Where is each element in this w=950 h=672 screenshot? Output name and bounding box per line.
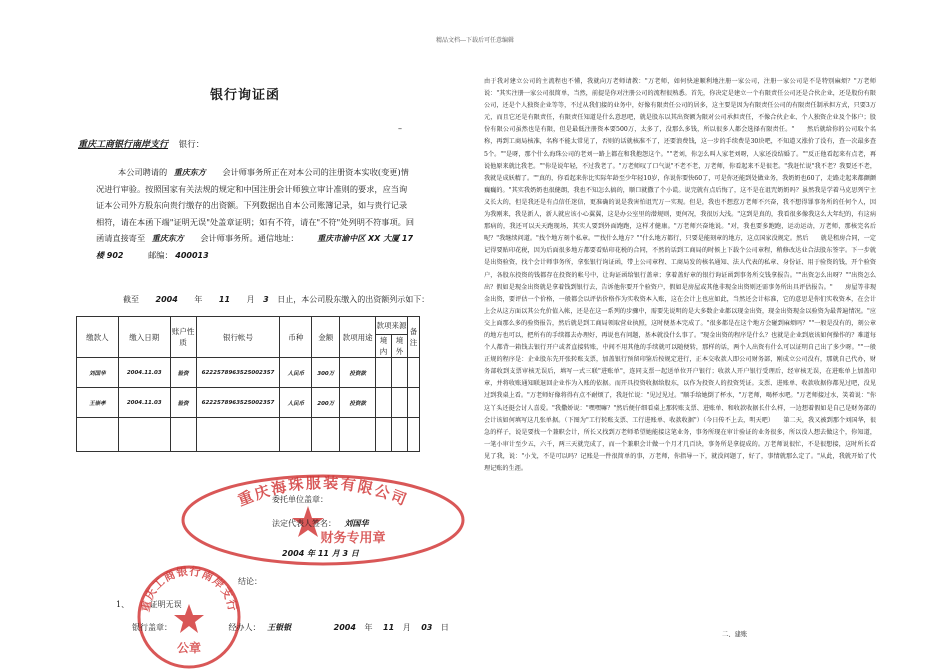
- cell-account-no: 6222578963525002357: [196, 358, 280, 388]
- company-seal-sub: 财务专用章: [320, 531, 386, 546]
- zip-label: 邮编：: [148, 250, 173, 261]
- company-seal-text: 重庆海珠服装有限公司: [235, 473, 411, 510]
- cutoff-date-line: [123, 294, 429, 305]
- cell-amount: 200万: [312, 388, 340, 418]
- document-title: 银行询证函: [210, 88, 281, 103]
- cell-remark: [407, 358, 419, 388]
- bank-date-month-unit: 月: [402, 623, 411, 632]
- cutoff-day: 3: [263, 295, 269, 304]
- bank-date-month: 11: [383, 623, 395, 632]
- cell-account-no: 6222578963525002357: [196, 388, 280, 418]
- cutoff-text: 截至: [123, 295, 139, 304]
- col-header-account-no: 银行帐号: [196, 317, 280, 358]
- cutoff-year: 2004: [155, 295, 178, 304]
- col-header-amount: 金额: [312, 317, 340, 358]
- cell-currency: 人民币: [280, 388, 312, 418]
- bank-name: 重庆工商银行南岸支行: [78, 140, 169, 150]
- bank-date-day-unit: 日: [440, 623, 449, 632]
- bank-suffix: 银行：: [178, 140, 205, 150]
- col-header-date: 缴入日期: [118, 317, 170, 358]
- dash-mark: –: [398, 124, 402, 133]
- handler-name: 王银银: [267, 623, 292, 632]
- firm-name-2: 重庆东方: [151, 233, 184, 243]
- bank-seal: [134, 562, 244, 672]
- cutoff-month-unit: 月: [246, 295, 255, 304]
- table-row: [77, 358, 420, 388]
- col-header-domestic: 境内: [376, 335, 392, 358]
- table-row: [77, 418, 420, 452]
- cell-account-type: 验资: [170, 388, 196, 418]
- section-heading: 二、建账: [722, 631, 748, 638]
- cutoff-year-unit: 年: [194, 295, 203, 304]
- firm-name: 重庆东方: [173, 168, 206, 177]
- zip-code: 400013: [175, 251, 209, 261]
- bank-date-day: 03: [421, 623, 433, 632]
- col-header-purpose: 款项用途: [340, 317, 376, 358]
- deposit-table: [76, 316, 420, 452]
- cell-remark: [407, 388, 419, 418]
- table-row: [77, 388, 420, 418]
- addressee-line: [78, 137, 204, 150]
- firm-address: 重庆市渝中区 XX 大厦 17 楼 902: [96, 233, 414, 261]
- handler-label: 经办人：: [228, 623, 261, 632]
- bank-date-year: 2004: [333, 623, 356, 632]
- cell-foreign: [392, 388, 408, 418]
- legal-rep-label: 法定代表人签名：: [272, 519, 336, 528]
- item-number: 1、: [116, 600, 130, 609]
- cell-purpose: 投资款: [340, 358, 376, 388]
- body-text-a: 本公司聘请的: [118, 167, 168, 177]
- col-header-foreign: 境外: [392, 335, 408, 358]
- legal-rep-line: [272, 518, 369, 529]
- cell-amount: 300万: [312, 358, 340, 388]
- page-header: 精品文档---下载后可任意编辑: [435, 37, 515, 44]
- col-header-payer: 缴款人: [77, 317, 119, 358]
- item-text: 证明无误: [149, 600, 182, 609]
- conclusion-label: 结论：: [238, 577, 262, 586]
- cell-domestic: [376, 388, 392, 418]
- bank-date-year-unit: 年: [364, 623, 373, 632]
- col-header-currency: 币种: [280, 317, 312, 358]
- cell-foreign: [392, 358, 408, 388]
- bank-sign-line: [132, 622, 449, 633]
- cell-date: 2004.11.03: [118, 358, 170, 388]
- cell-currency: 人民币: [280, 358, 312, 388]
- cutoff-text-b: 日止，本公司股东缴入的出资额列示如下：: [277, 295, 430, 304]
- cell-payer: 王崇孝: [77, 388, 119, 418]
- bank-seal-text: 重庆工商银行南岸支行: [138, 564, 240, 613]
- col-header-source: 款项来源: [376, 317, 408, 335]
- narrative-text: 由于我对建立公司的主流程也不懂，我就向万老师请教："万老师，如何快速顺利地注册一家公司，注册一家公司是不是特别麻烦？"万老师说："其实注册一家公司很简单，当然，前提是你对注册公司的流程很熟悉。首先，你决定是建立一个有限责任公司还是合伙企业，还是股份有限公司，还是个人独资企业等等，不过从我们接的业务中，好像有限责任公司的居多，这主要是因为有限责任公司的有限责任制承担方式，只要3万元，而且它还是有限责任，有限责任知道是什么意思吧，就是股东以其出资额为限对公司承担责任，不像合伙企业、个人独资企业及个体户；股份有限公司虽然也是有限，但是最低注册资本要500万，太多了，没那么多钱，所以很多人都会选择有限责任。" 然后就给你的公司取个名称，再到工商局核准，名称不能太常见了，否则的话就核准不了，还要浪费钱，这一步的手续费是30块吧，不知道又涨价了没有，查一次最多查5个。""是呀，那个什么海珠公司的老刘一路上都在和我抱怨这个。""老刘，你怎么叫人家老刘呀，人家还没结婚了。""反正他看起来有点老，再说他原来就比我老。""你是说年轻，不过我老了。"万老师叹了口气说"不老不老，万老师，你看起来不是很老。"我赶忙说"我不老？我要还不老，我就是成妖精了。""真的，你看起来你比实际年龄至少年轻10岁，你说你要快60了，可是你还能到处做业务，我奶奶也60了，走路走起来都颤颤巍巍的。"其实我奶奶也很健朗，我也不知怎么搞的，顺口就撒了个小谎。说完就有点后悔了，这不是在诅咒奶奶吗？虽然我是学着马克思列宁主义长大的，但是我还是有点信任迷信，更准确的说是我害怕诅咒万一实现。但是，我也不想惹万老师不兴奋，我不想得罪事务所的任何个人，因为我刚来，我是新人，新人就应该小心翼翼，这是办公室里的潜规则，更何况，我很厉大浅。"这到是真的，我看很多像我这么大年纪的，有这病那病的，我还可以天天跑现场，其实人要到外面跑跑，这样才健康。"万老师兴奋地说。"对，我也要多跑跑，运动运动，万老师，那核完名后呢？"我继续问道。"找个地方刻个私章。""找什么地方？""什么地方都行，只要是能刻章的地方，这点国家没规定。然后 就是租房合同，一定记得要贴印花税，因为后面很多地方都要看贴印花税的合同，不然的话到工商局的时候上下载个公司章程，稍修改达业合法股东签字。下一步就是出资验资，找个会计师事务所，拿张银行询证函，带上公司章程、工商局发的核名通知、法人代表的私章、身份证、用于验资的钱，开个验资户，各股东投资的钱都存在投资的帐号中，让询证函给银行盖章；拿着盖好章的银行询证函到事务所交钱拿报告。""出资怎么出呀？""出资怎么出？假如是现金出资就是拿着钱到银行去，告诉他你要开个验资户，假如是房屋或其他非现金出资则还需事务所出具评估报告。" 房屋等非现金出资，要评估一个价格，一般都会以评估价格作为实收资本入账，这在会计上也应如此，当然还会计标准，它的意思是你们实收资本，在会计上会从这方面以其公允价值入帐，还是在这一系列的步骤中，需要先说明的是大多数企业都以现金出资，现金出资现金以验资为最普遍情况。"应交上面那么多的验资报告，然后就是到工商局领取营业执照，这时便基本完成了。"很多都是在这个地方会碰到麻烦吗？""一般是没有的，刻公章的地方也可以，把所有的手续都去办理好，再说也有问题，基本就没什么事了。"现金出资的程序是什么？也就是企业到底该如何操作的？难道每个人都背一箱钱去银行开户或者直接转账，中间不用其他的手续就可以随便转，那样的话，两个人出资有什么可以证明自己出了多少呀。""一般正规的程序是：企业股东先开张转账支票，加盖银行预留印鉴后按规定进行，正本交收款人即公司财务部，刚成立公司没有，那就自己代办，财务部收到支票审核无误后，填写一式三联"进账单"，连同支票一起送单位开户银行；收款人开户银行受理后，经审核无误，在进账单上加盖印章，并将收账通知联退回企业作为入账的依据。而开具投资收据给股东，以作为投资人的投资凭证。支票、进账单、收款收据你都见过吧，没见过到我桌上看。"万老师好像将得有点不耐烦了，我赶忙说："见过见过。"顺手给她倒了杯水，"万老师，喝杯水吧。"万老师接过水，笑着说："你这丫头还挺会讨人喜爱。"我撒娇说："嘿嘿嘛？"然后便仔细看桌上那转账支票、进账单、和收款收据长什么样，一边想着假如是自己是财务部的会计该如何填写这几张单据。（下图为"工行转账支票、工行进账单、收款收据"）（今日传不上去，明天吧） 第二天，我又被到那个刘国华，很急的样子，说是要找一个兼职会计，所长又找到万老师希望她能接这笔业务，事务所现在审计验证的业务很多，所以没人想去做这个，你知道，一笔小审计至少五，六千，两三天就完成了，而一个兼职会计做一个月才几百块，事务所是拿提成的。万老师说很忙，不是很想接，这时所长看见了我，说："小戈，不是可以吗？记账是一件很简单的事，万老师，你指导一下，就没问题了，好了，事情就那么定了。"从此，我就开始了代理记账的生涯。: [484, 78, 876, 472]
- cell-account-type: 验资: [170, 358, 196, 388]
- client-sign-date: 2004 年 11 月 3 日: [282, 549, 359, 558]
- legal-rep-name: 刘国华: [344, 519, 369, 528]
- col-header-account-type: 账户性质: [170, 317, 196, 358]
- col-header-remark: 备注: [407, 317, 419, 358]
- cell-payer: 刘国华: [77, 358, 119, 388]
- letter-body: [96, 164, 414, 264]
- bank-seal-label: 银行盖章：: [132, 623, 172, 632]
- cell-domestic: [376, 358, 392, 388]
- client-seal-label: 委托单位盖章：: [272, 495, 328, 504]
- cell-date: 2004.11.03: [118, 388, 170, 418]
- cell-purpose: 投资款: [340, 388, 376, 418]
- bank-seal-sub: 公章: [176, 641, 202, 655]
- cutoff-month: 11: [218, 295, 231, 304]
- body-text-b: 会计师事务所正在对本公司的注册资本实收(变更)情况进行审验。按照国家有关法规的规定和中国注册会计师独立审计准则的要求，应当询证本公司外方股东向贵行缴存的出资额。下列数据出自本公司账簿记录，如与贵行记录相符，请在本函下端"证明无误"处盖章证明；如有不符，请在"不符"处列明不符事项。回函请直接寄至: [96, 167, 415, 243]
- body-text-c: 会计师事务所。通信地址：: [200, 232, 299, 243]
